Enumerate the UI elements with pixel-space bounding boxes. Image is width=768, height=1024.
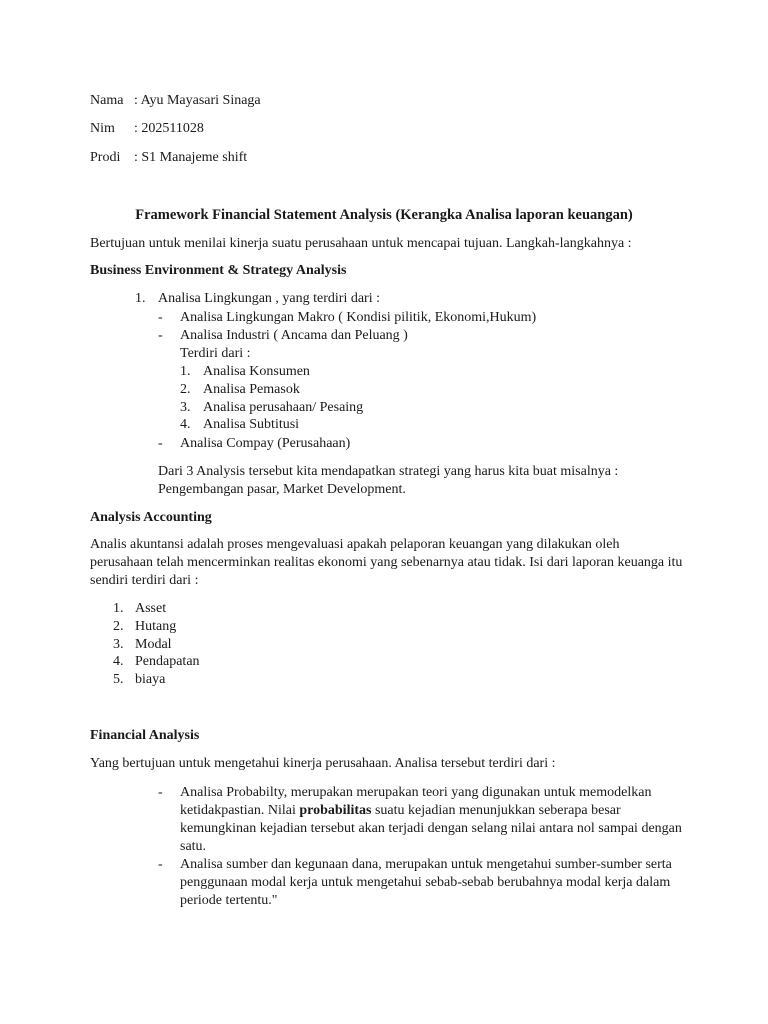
list-number: 1. bbox=[113, 601, 124, 616]
paragraph-line: Yang bertujuan untuk mengetahui kinerja perusahaan. Analisa tersebut terdiri dari : bbox=[90, 756, 556, 771]
list-item: Hutang bbox=[135, 619, 177, 634]
paragraph-line: sendiri terdiri dari : bbox=[90, 573, 199, 588]
paragraph-line: periode tertentu." bbox=[180, 893, 278, 908]
paragraph-line: perusahaan telah mencerminkan realitas ekonomi yang sebenarnya atau tidak. Isi dari laporan keuanga itu bbox=[90, 555, 683, 570]
list-item: Analisa perusahaan/ Pesaing bbox=[203, 400, 364, 415]
list-item: Analisa Lingkungan Makro ( Kondisi pilitik, Ekonomi,Hukum) bbox=[180, 310, 537, 325]
section-heading-business: Business Environment & Strategy Analysis bbox=[90, 263, 347, 278]
sub-intro: Terdiri dari : bbox=[180, 346, 251, 361]
list-number: 3. bbox=[113, 637, 124, 652]
list-item: Analisa Lingkungan , yang terdiri dari : bbox=[158, 291, 380, 306]
paragraph-line: Analisa sumber dan kegunaan dana, merupakan untuk mengetahui sumber-sumber serta bbox=[180, 857, 672, 872]
bold-term: probabilitas bbox=[299, 803, 372, 818]
list-item: Analisa Konsumen bbox=[203, 364, 310, 379]
list-item: Pendapatan bbox=[135, 654, 200, 669]
dash-bullet: - bbox=[158, 328, 163, 343]
list-item: Asset bbox=[135, 601, 167, 616]
dash-bullet: - bbox=[158, 310, 163, 325]
list-item: Analisa Subtitusi bbox=[203, 417, 300, 432]
list-item: Analisa Pemasok bbox=[203, 382, 300, 397]
nim-value: : 202511028 bbox=[134, 121, 204, 136]
intro-paragraph: Bertujuan untuk menilai kinerja suatu perusahaan untuk mencapai tujuan. Langkah-langkahnya : bbox=[90, 236, 632, 251]
paragraph-line: Dari 3 Analysis tersebut kita mendapatkan strategi yang harus kita buat misalnya : bbox=[158, 464, 619, 479]
nim-label: Nim bbox=[90, 121, 115, 136]
prodi-label: Prodi bbox=[90, 150, 121, 165]
list-number: 4. bbox=[180, 417, 191, 432]
paragraph-line: ketidakpastian. Nilai probabilitas suatu kejadian menunjukkan seberapa besar bbox=[180, 803, 621, 818]
paragraph-line: Analis akuntansi adalah proses mengevaluasi apakah pelaporan keuangan yang dilakukan oleh bbox=[90, 537, 620, 552]
list-number: 4. bbox=[113, 654, 124, 669]
document-title: Framework Financial Statement Analysis (Kerangka Analisa laporan keuangan) bbox=[135, 207, 633, 223]
name-label: Nama bbox=[90, 93, 124, 108]
paragraph-line: penggunaan modal kerja untuk mengetahui sebab-sebab berubahnya modal kerja dalam bbox=[180, 875, 671, 890]
name-value: : Ayu Mayasari Sinaga bbox=[134, 93, 261, 108]
list-item: Analisa Industri ( Ancama dan Peluang ) bbox=[180, 328, 408, 343]
paragraph-line: Analisa Probabilty, merupakan merupakan teori yang digunakan untuk memodelkan bbox=[180, 785, 652, 800]
paragraph-line: Pengembangan pasar, Market Development. bbox=[158, 482, 406, 497]
dash-bullet: - bbox=[158, 785, 163, 800]
dash-bullet: - bbox=[158, 436, 163, 451]
list-item: biaya bbox=[135, 672, 166, 687]
list-number: 2. bbox=[180, 382, 191, 397]
list-item: Analisa Compay (Perusahaan) bbox=[180, 436, 351, 451]
dash-bullet: - bbox=[158, 857, 163, 872]
section-heading-financial: Financial Analysis bbox=[90, 728, 200, 743]
prodi-value: : S1 Manajeme shift bbox=[134, 150, 248, 165]
list-number: 3. bbox=[180, 400, 191, 415]
paragraph-line: kemungkinan kejadian tersebut akan terjadi dengan selang nilai antara nol sampai dengan bbox=[180, 821, 682, 836]
list-number: 2. bbox=[113, 619, 124, 634]
list-number: 5. bbox=[113, 672, 124, 687]
list-number: 1. bbox=[180, 364, 191, 379]
paragraph-line: satu. bbox=[180, 839, 207, 854]
list-number: 1. bbox=[135, 291, 146, 306]
section-heading-accounting: Analysis Accounting bbox=[90, 510, 212, 525]
list-item: Modal bbox=[135, 637, 172, 652]
